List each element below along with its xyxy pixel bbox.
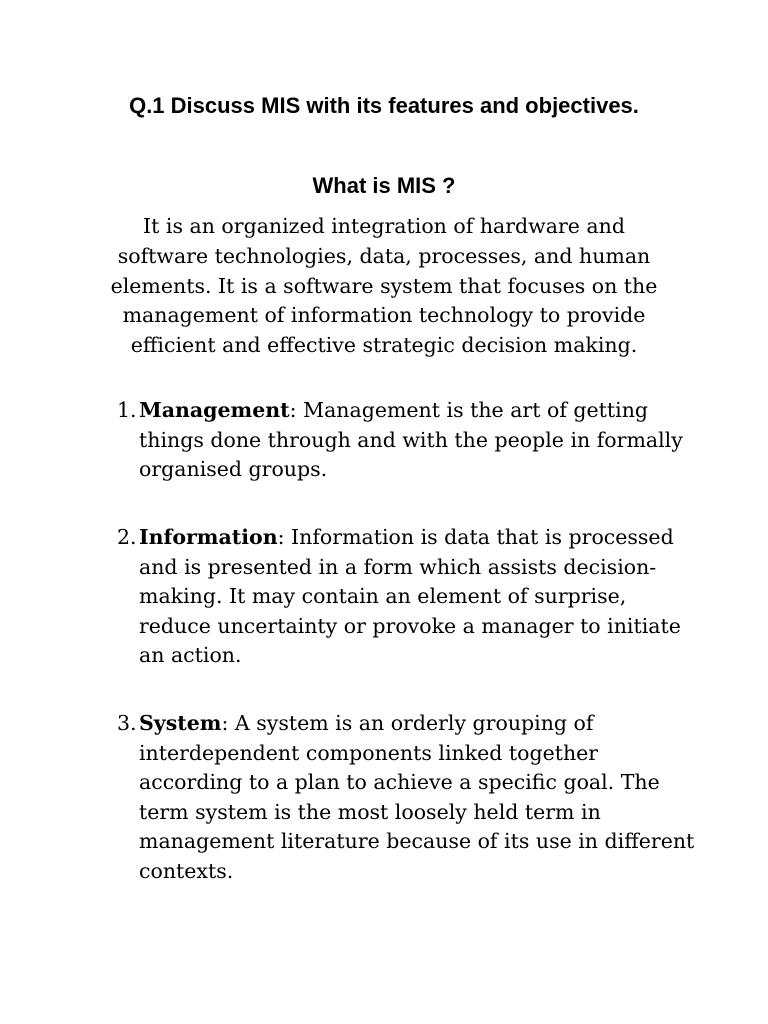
list-item-definition: A system is an orderly grouping of interdependent components linked together according to a plan to achieve a specific goal. The term system is the most loosely held term in management literature because of its use in different contexts. xyxy=(139,711,695,883)
section-heading: What is MIS ? xyxy=(312,173,456,198)
list-item-management xyxy=(117,396,699,485)
list-item-information xyxy=(117,523,699,671)
question-title: Q.1 Discuss MIS with its features and objectives. xyxy=(129,93,639,118)
list-item-definition: Information is data that is processed and is presented in a form which assists decision-making. It may contain an element of surprise, reduce uncertainty or provoke a manager to initiate an action. xyxy=(139,525,681,668)
list-item-term: System xyxy=(139,711,222,735)
list-item-number: 2. xyxy=(117,525,137,549)
intro-paragraph: It is an organized integration of hardware and software technologies, data, processes, and human elements. It is a software system that focuses on the management of information technology to provide efficient and effective strategic decision making. xyxy=(110,214,658,358)
list-item-system xyxy=(117,709,699,887)
list-item-separator: : xyxy=(221,711,229,735)
list-item-number: 3. xyxy=(117,711,137,735)
list-item-term: Information xyxy=(139,525,278,549)
list-item-term: Management xyxy=(139,398,290,422)
list-item-number: 1. xyxy=(117,398,137,422)
list-item-separator: : xyxy=(277,525,285,549)
list-item-definition: Management is the art of getting things done through and with the people in formally organised groups. xyxy=(139,398,683,482)
list-item-separator: : xyxy=(289,398,297,422)
